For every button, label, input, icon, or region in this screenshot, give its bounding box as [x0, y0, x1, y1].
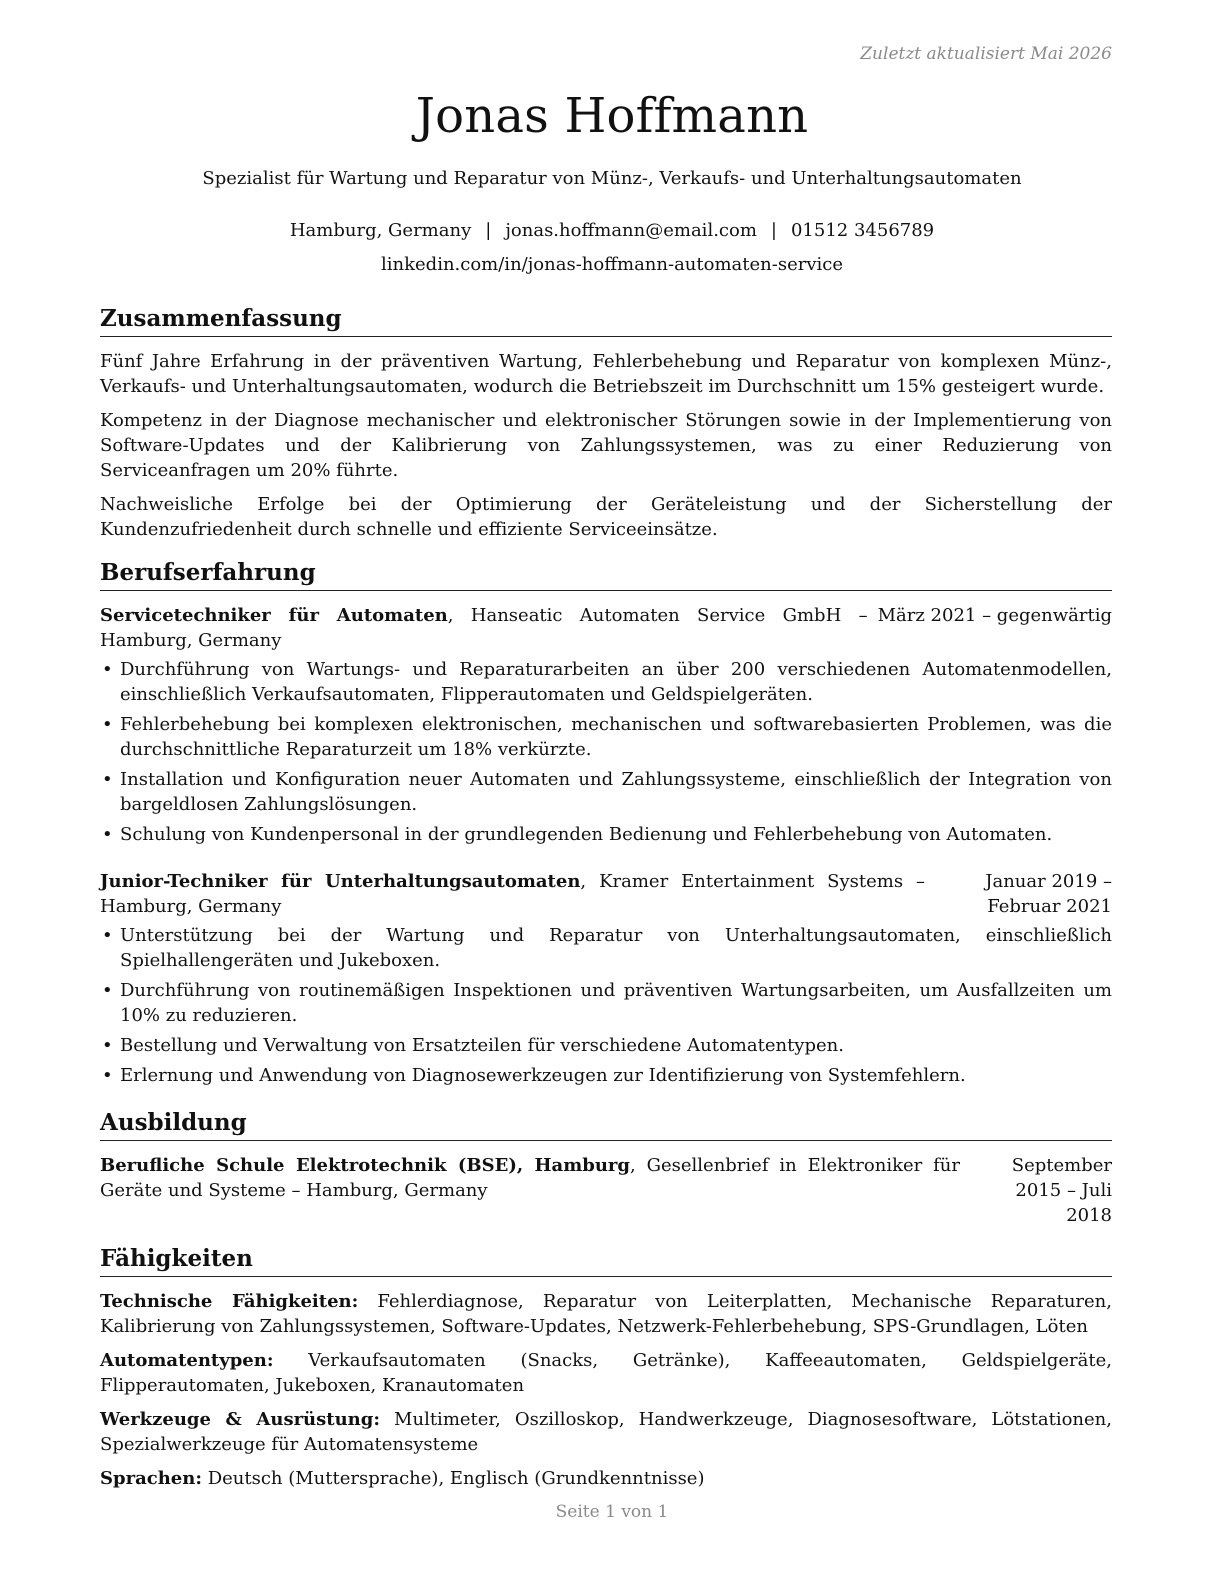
list-item: • Fehlerbehebung bei komplexen elektronischen, mechanischen und softwarebasierten Problemen, was die durchschnittliche Reparaturzeit um 18% verkürzte.	[100, 712, 1112, 762]
education-dates: September 2015 – Juli 2018	[1011, 1155, 1112, 1226]
section-title: Berufserfahrung	[100, 558, 1112, 591]
job-company: , Kramer Entertainment Systems – Hamburg, Germany	[100, 871, 925, 917]
skill-line	[100, 1348, 1112, 1398]
separator: |	[770, 220, 777, 241]
section-title: Fähigkeiten	[100, 1244, 1112, 1277]
list-item: • Erlernung und Anwendung von Diagnosewerkzeugen zur Identifizierung von Systemfehlern.	[100, 1063, 1112, 1088]
resume-body	[100, 304, 1112, 1503]
job-bullets	[100, 657, 1112, 847]
job-role: Junior-Techniker für Unterhaltungsautomaten	[100, 871, 581, 892]
phone: 01512 3456789	[790, 220, 935, 241]
email-link[interactable]: jonas.hoffmann@email.com	[505, 220, 757, 241]
skill-line	[100, 1289, 1112, 1339]
job-title-line	[100, 869, 937, 919]
skill-value: Multimeter, Oszilloskop, Handwerkzeuge, Diagnosesoftware, Lötstationen, Spezialwerkzeuge für Automatensysteme	[100, 1409, 1112, 1455]
job-dates: März 2021 – gegenwärtig	[877, 605, 1112, 626]
contact-line	[0, 220, 1224, 241]
job-header	[100, 603, 1112, 653]
list-item: • Unterstützung bei der Wartung und Reparatur von Unterhaltungsautomaten, einschließlich Spielhallengeräten und Jukeboxen.	[100, 923, 1112, 973]
education-section	[100, 1108, 1112, 1228]
job-entry	[100, 869, 1112, 1088]
experience-section	[100, 558, 1112, 1088]
list-item: • Durchführung von routinemäßigen Inspektionen und präventiven Wartungsarbeiten, um Ausfallzeiten um 10% zu reduzieren.	[100, 978, 1112, 1028]
list-item: • Schulung von Kundenpersonal in der grundlegenden Bedienung und Fehlerbehebung von Automaten.	[100, 822, 1112, 847]
job-role: Servicetechniker für Automaten	[100, 605, 448, 626]
list-item: • Durchführung von Wartungs- und Reparaturarbeiten an über 200 verschiedenen Automatenmodellen, einschließlich Verkaufsautomaten, Flipperautomaten und Geldspielgeräten.	[100, 657, 1112, 707]
linkedin-link[interactable]: linkedin.com/in/jonas-hoffmann-automaten-service	[381, 254, 843, 275]
summary-paragraph: Fünf Jahre Erfahrung in der präventiven Wartung, Fehlerbehebung und Reparatur von komplexen Münz-, Verkaufs- und Unterhaltungsautomaten, wodurch die Betriebszeit im Durchschnitt um 15% gesteigert wurde.	[100, 351, 1112, 397]
skill-label: Automatentypen:	[100, 1350, 274, 1371]
job-entry	[100, 603, 1112, 847]
summary-section	[100, 304, 1112, 542]
education-entry	[100, 1153, 1112, 1228]
candidate-name: Jonas Hoffmann	[415, 88, 809, 144]
location: Hamburg, Germany	[289, 220, 472, 241]
summary-paragraph: Kompetenz in der Diagnose mechanischer und elektronischer Störungen sowie in der Implementierung von Software-Updates und der Kalibrierung von Zahlungssystemen, was zu einer Reduzierung von Serviceanfragen um 20% führte.	[100, 410, 1112, 481]
job-dates: Januar 2019 – Februar 2021	[985, 871, 1112, 917]
skill-value: Verkaufsautomaten (Snacks, Getränke), Kaffeeautomaten, Geldspielgeräte, Flipperautomaten, Jukeboxen, Kranautomaten	[100, 1350, 1112, 1396]
job-company: , Hanseatic Automaten Service GmbH – Hamburg, Germany	[100, 605, 868, 651]
job-header	[100, 869, 1112, 919]
section-title: Ausbildung	[100, 1108, 1112, 1141]
summary-paragraph: Nachweisliche Erfolge bei der Optimierung der Geräteleistung und der Sicherstellung der Kundenzufriedenheit durch schnelle und effiziente Serviceeinsätze.	[100, 494, 1112, 540]
job-title-line	[100, 603, 878, 653]
skill-value: Fehlerdiagnose, Reparatur von Leiterplatten, Mechanische Reparaturen, Kalibrierung von Zahlungssystemen, Software-Updates, Netzwerk-Fehlerbehebung, SPS-Grundlagen, Löten	[100, 1291, 1112, 1337]
tagline: Spezialist für Wartung und Reparatur von Münz-, Verkaufs- und Unterhaltungsautomaten	[202, 168, 1022, 189]
skill-label: Technische Fähigkeiten:	[100, 1291, 359, 1312]
job-bullets	[100, 923, 1112, 1088]
list-item: • Bestellung und Verwaltung von Ersatzteilen für verschiedene Automatentypen.	[100, 1033, 1112, 1058]
education-line	[100, 1153, 972, 1203]
page-number: Seite 1 von 1	[555, 1502, 669, 1522]
skill-line	[100, 1407, 1112, 1457]
section-title: Zusammenfassung	[100, 304, 1112, 337]
school-name: Berufliche Schule Elektrotechnik (BSE), Hamburg	[100, 1155, 630, 1176]
skill-label: Werkzeuge & Ausrüstung:	[100, 1409, 380, 1430]
skills-section	[100, 1244, 1112, 1491]
degree: , Gesellenbrief in Elektroniker für Geräte und Systeme – Hamburg, Germany	[100, 1155, 960, 1201]
list-item: • Installation und Konfiguration neuer Automaten und Zahlungssysteme, einschließlich der Integration von bargeldlosen Zahlungslösungen.	[100, 767, 1112, 817]
last-updated: Zuletzt aktualisiert Mai 2026	[860, 44, 1112, 64]
skill-label: Sprachen:	[100, 1468, 202, 1489]
skill-value: Deutsch (Muttersprache), Englisch (Grundkenntnisse)	[201, 1468, 705, 1489]
skill-line	[100, 1466, 1112, 1491]
separator: |	[485, 220, 492, 241]
